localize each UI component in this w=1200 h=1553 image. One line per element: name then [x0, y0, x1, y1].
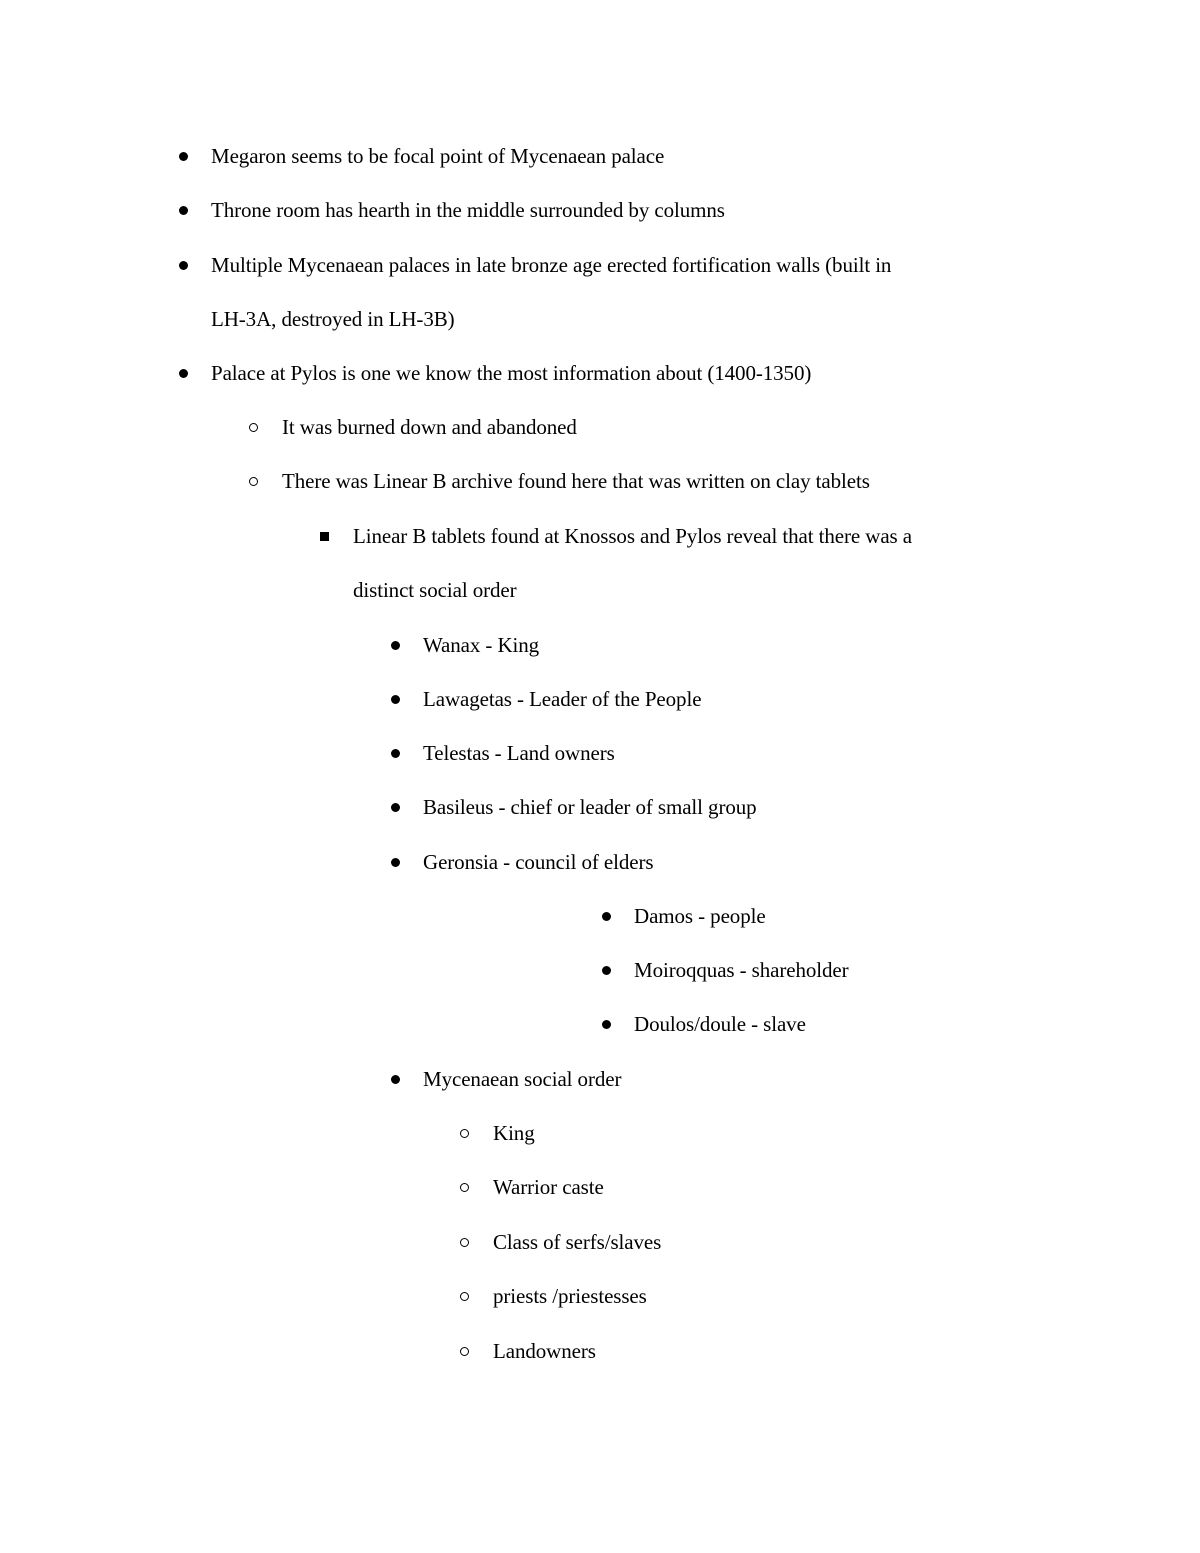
disc-bullet-icon	[391, 1075, 400, 1084]
list-item-text: Moiroqquas - shareholder	[634, 958, 849, 982]
circle-bullet-icon	[460, 1129, 469, 1138]
disc-bullet-icon	[179, 152, 188, 161]
list-item-text: It was burned down and abandoned	[282, 415, 577, 439]
disc-bullet-icon	[391, 641, 400, 650]
list-item-text: There was Linear B archive found here that was written on clay tablets	[282, 469, 870, 493]
disc-bullet-icon	[391, 858, 400, 867]
list-item-text: Megaron seems to be focal point of Mycenaean palace	[211, 144, 665, 168]
list-item-text: Linear B tablets found at Knossos and Pylos reveal that there was a	[353, 524, 912, 548]
list-item-text: Warrior caste	[493, 1175, 604, 1199]
list-item-text: Doulos/doule - slave	[634, 1012, 806, 1036]
list-item-text: King	[493, 1121, 535, 1145]
list-item-text: Wanax - King	[423, 633, 540, 657]
disc-bullet-icon	[391, 803, 400, 812]
list-item-text: Lawagetas - Leader of the People	[423, 687, 702, 711]
disc-bullet-icon	[602, 1020, 611, 1029]
disc-bullet-icon	[602, 912, 611, 921]
disc-bullet-icon	[179, 369, 188, 378]
square-bullet-icon	[320, 532, 329, 541]
list-item-text: Throne room has hearth in the middle surrounded by columns	[211, 198, 725, 222]
disc-bullet-icon	[391, 695, 400, 704]
disc-bullet-icon	[179, 261, 188, 270]
circle-bullet-icon	[460, 1183, 469, 1192]
list-item-text: Multiple Mycenaean palaces in late bronze age erected fortification walls (built in	[211, 253, 892, 277]
disc-bullet-icon	[179, 206, 188, 215]
circle-bullet-icon	[460, 1238, 469, 1247]
list-item-text: Basileus - chief or leader of small group	[423, 795, 757, 819]
circle-bullet-icon	[249, 423, 258, 432]
list-item-text: Mycenaean social order	[423, 1067, 622, 1091]
circle-bullet-icon	[460, 1347, 469, 1356]
disc-bullet-icon	[602, 966, 611, 975]
list-item-text: priests /priestesses	[493, 1284, 647, 1308]
list-item-text: Class of serfs/slaves	[493, 1230, 662, 1254]
list-item-text: Palace at Pylos is one we know the most information about (1400-1350)	[211, 361, 812, 385]
list-item-text: Landowners	[493, 1339, 596, 1363]
circle-bullet-icon	[249, 477, 258, 486]
circle-bullet-icon	[460, 1292, 469, 1301]
list-item-text: Geronsia - council of elders	[423, 850, 654, 874]
list-item-text: Telestas - Land owners	[423, 741, 615, 765]
list-item-continuation: LH-3A, destroyed in LH-3B)	[211, 307, 455, 331]
disc-bullet-icon	[391, 749, 400, 758]
list-item-continuation: distinct social order	[353, 578, 517, 602]
list-item-text: Damos - people	[634, 904, 766, 928]
